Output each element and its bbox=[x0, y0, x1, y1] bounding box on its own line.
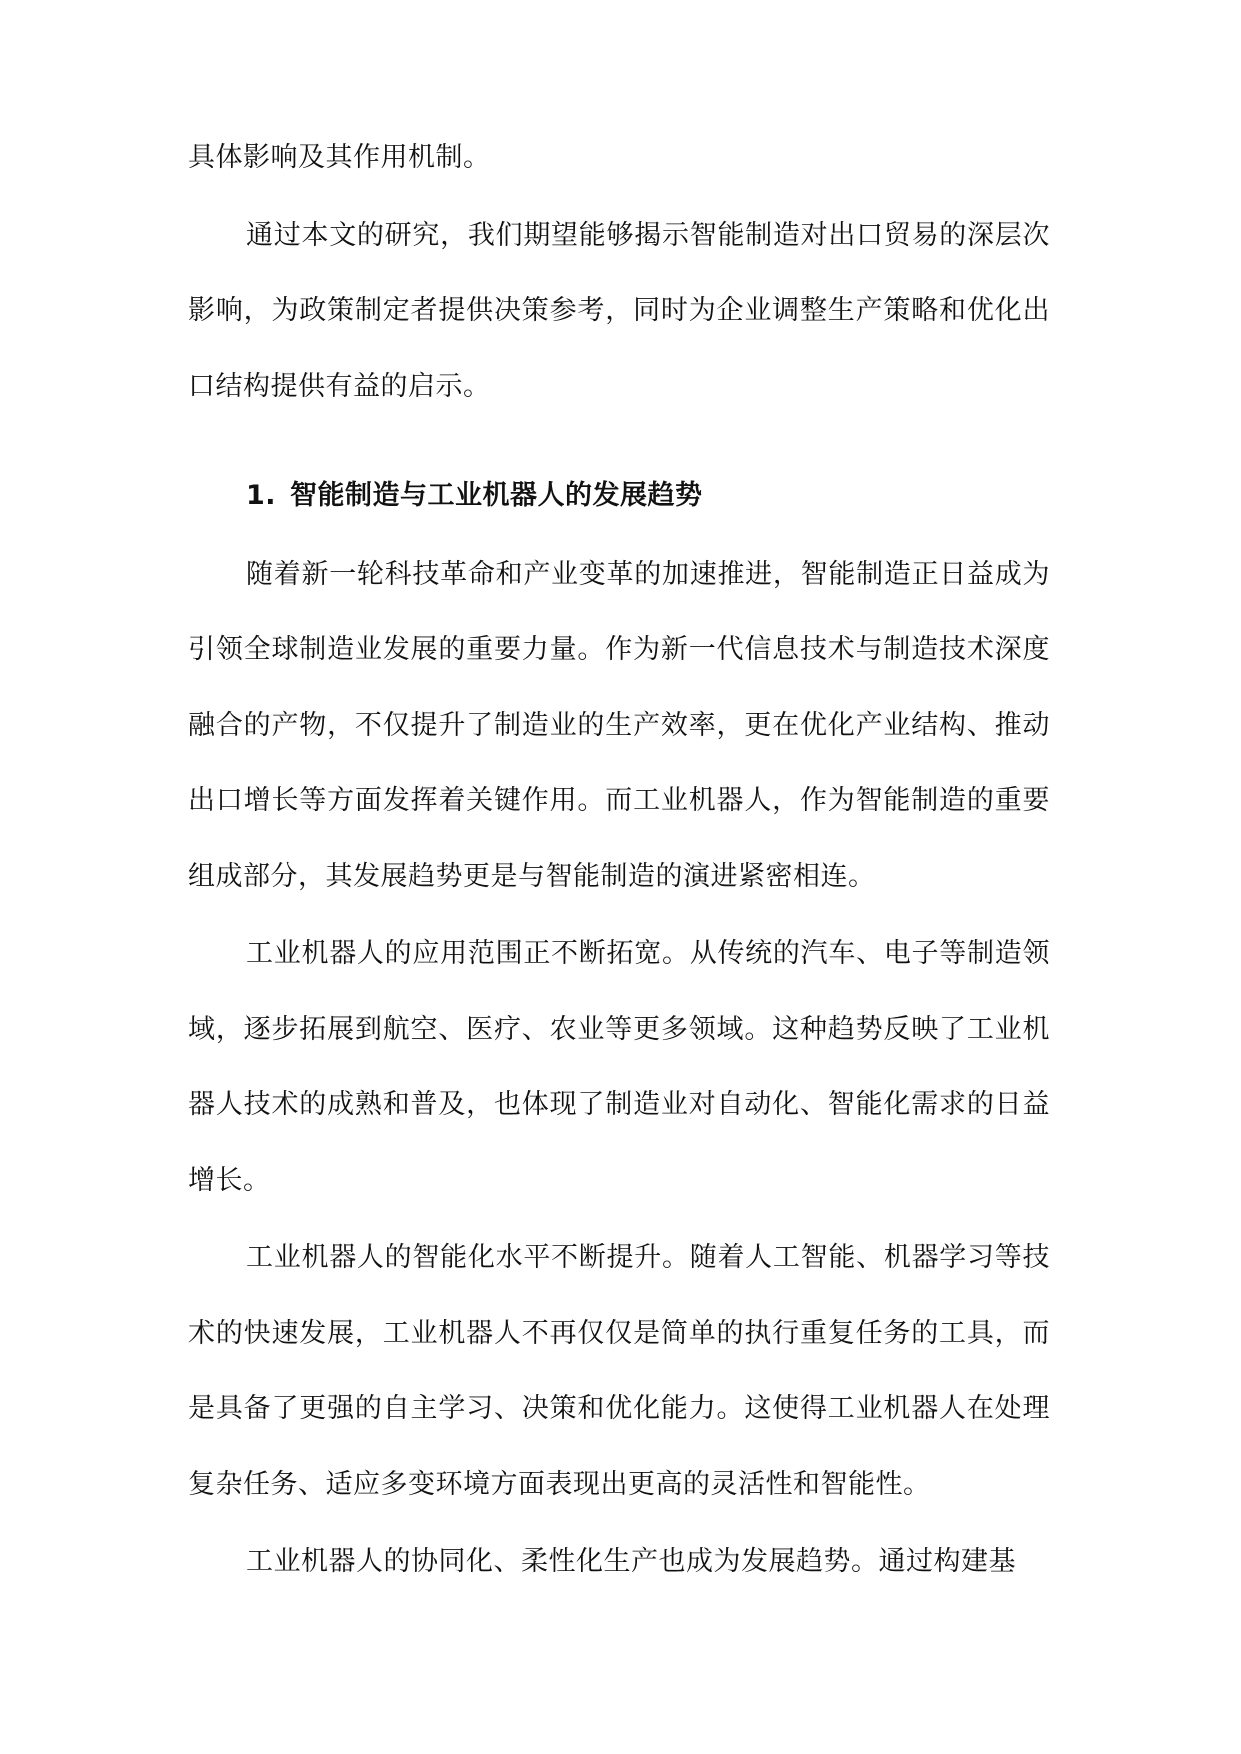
paragraph-continuation: 具体影响及其作用机制。 bbox=[188, 142, 491, 173]
section-title: 智能制造与工业机器人的发展趋势 bbox=[290, 480, 703, 511]
paragraph-research-purpose: 通过本文的研究，我们期望能够揭示智能制造对出口贸易的深层次影响，为政策制定者提供决策参考，同时为企业调整生产策略和优化出口结构提供有益的启示。 bbox=[188, 219, 1050, 402]
section-heading bbox=[188, 458, 1050, 534]
paragraph-intelligence-level: 工业机器人的智能化水平不断提升。随着人工智能、机器学习等技术的快速发展，工业机器人不再仅仅是简单的执行重复任务的工具，而是具备了更强的自主学习、决策和优化能力。这使得工业机器人在处理复杂任务、适应多变环境方面表现出更高的灵活性和智能性。 bbox=[188, 1242, 1050, 1500]
section-number: 1. bbox=[246, 480, 277, 511]
paragraph-application-scope: 工业机器人的应用范围正不断拓宽。从传统的汽车、电子等制造领域，逐步拓展到航空、医疗、农业等更多领域。这种趋势反映了工业机器人技术的成熟和普及，也体现了制造业对自动化、智能化需求的日益增长。 bbox=[188, 938, 1050, 1196]
paragraph-collaboration: 工业机器人的协同化、柔性化生产也成为发展趋势。通过构建基 bbox=[246, 1546, 1016, 1577]
paragraph-trend-intro: 随着新一轮科技革命和产业变革的加速推进，智能制造正日益成为引领全球制造业发展的重要力量。作为新一代信息技术与制造技术深度融合的产物，不仅提升了制造业的生产效率，更在优化产业结构、推动出口增长等方面发挥着关键作用。而工业机器人，作为智能制造的重要组成部分，其发展趋势更是与智能制造的演进紧密相连。 bbox=[188, 558, 1050, 892]
document-body bbox=[188, 120, 1050, 1600]
